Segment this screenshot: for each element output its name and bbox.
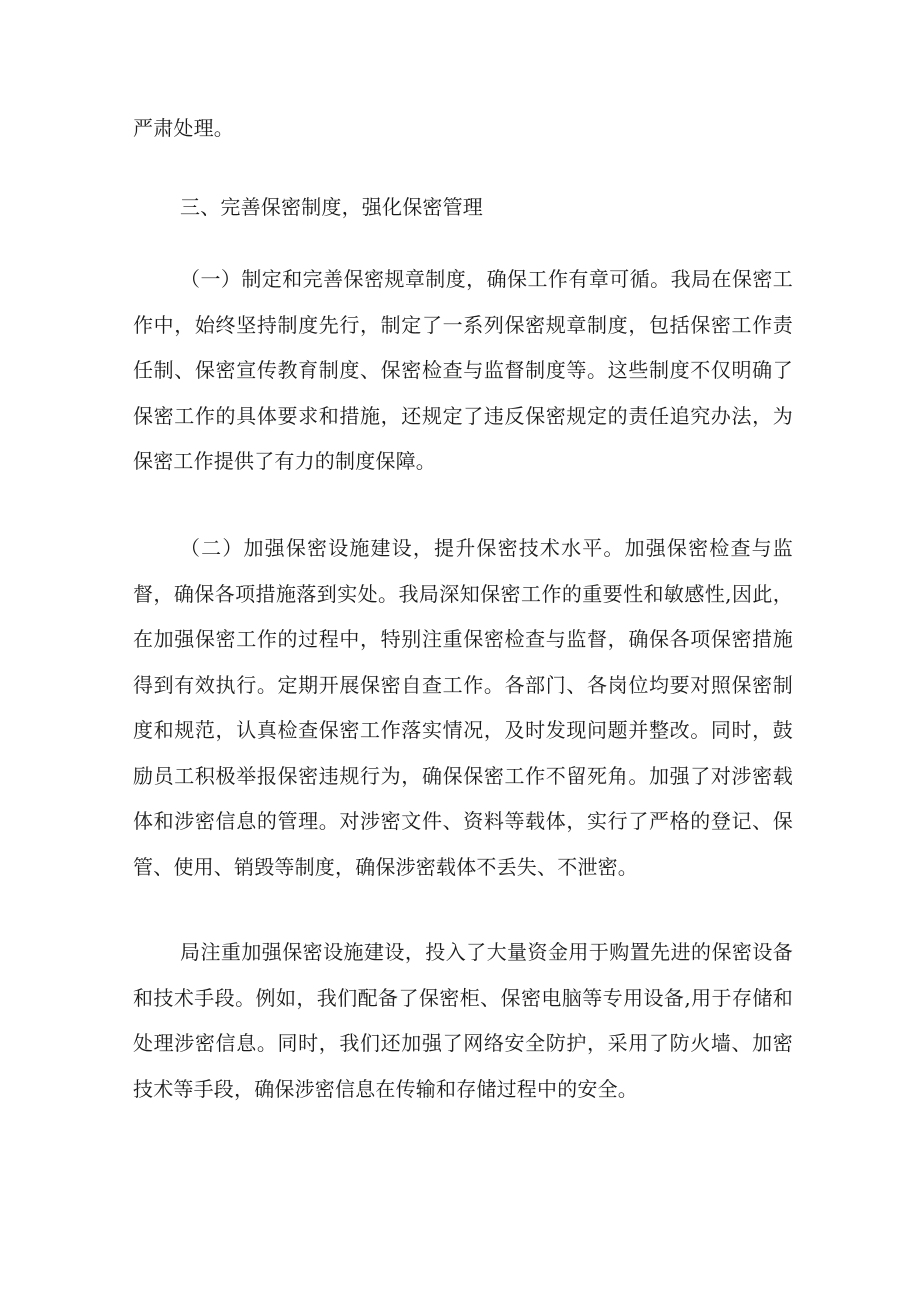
paragraph-inspection-supervision: （二）加强保密设施建设，提升保密技术水平。加强保密检查与监督，确保各项措施落到实处。我局深知保密工作的重要性和敏感性,因此，在加强保密工作的过程中，特别注重保密检查与监督，确保各项保密措施得到有效执行。定期开展保密自查工作。各部门、各岗位均要对照保密制度和规范，认真检查保密工作落实情况，及时发现问题并整改。同时，鼓励员工积极举报保密违规行为，确保保密工作不留死角。加强了对涉密载体和涉密信息的管理。对涉密文件、资料等载体，实行了严格的登记、保管、使用、销毁等制度，确保涉密载体不丢失、不泄密。 (133, 536, 793, 879)
section-heading: 三、完善保密制度，强化保密管理 (180, 195, 483, 219)
paragraph-closing-line: 严肃处理。 (133, 116, 234, 140)
paragraph-rules-system: （一）制定和完善保密规章制度，确保工作有章可循。我局在保密工作中，始终坚持制度先行，制定了一系列保密规章制度，包括保密工作责任制、保密宣传教育制度、保密检查与监督制度等。这些制度不仅明确了保密工作的具体要求和措施，还规定了违反保密规定的责任追究办法，为保密工作提供了有力的制度保障。 (133, 267, 793, 473)
paragraph-facility-construction: 局注重加强保密设施建设，投入了大量资金用于购置先进的保密设备和技术手段。例如，我们配备了保密柜、保密电脑等专用设备,用于存储和处理涉密信息。同时，我们还加强了网络安全防护，采用了防火墙、加密技术等手段，确保涉密信息在传输和存储过程中的安全。 (133, 940, 793, 1101)
